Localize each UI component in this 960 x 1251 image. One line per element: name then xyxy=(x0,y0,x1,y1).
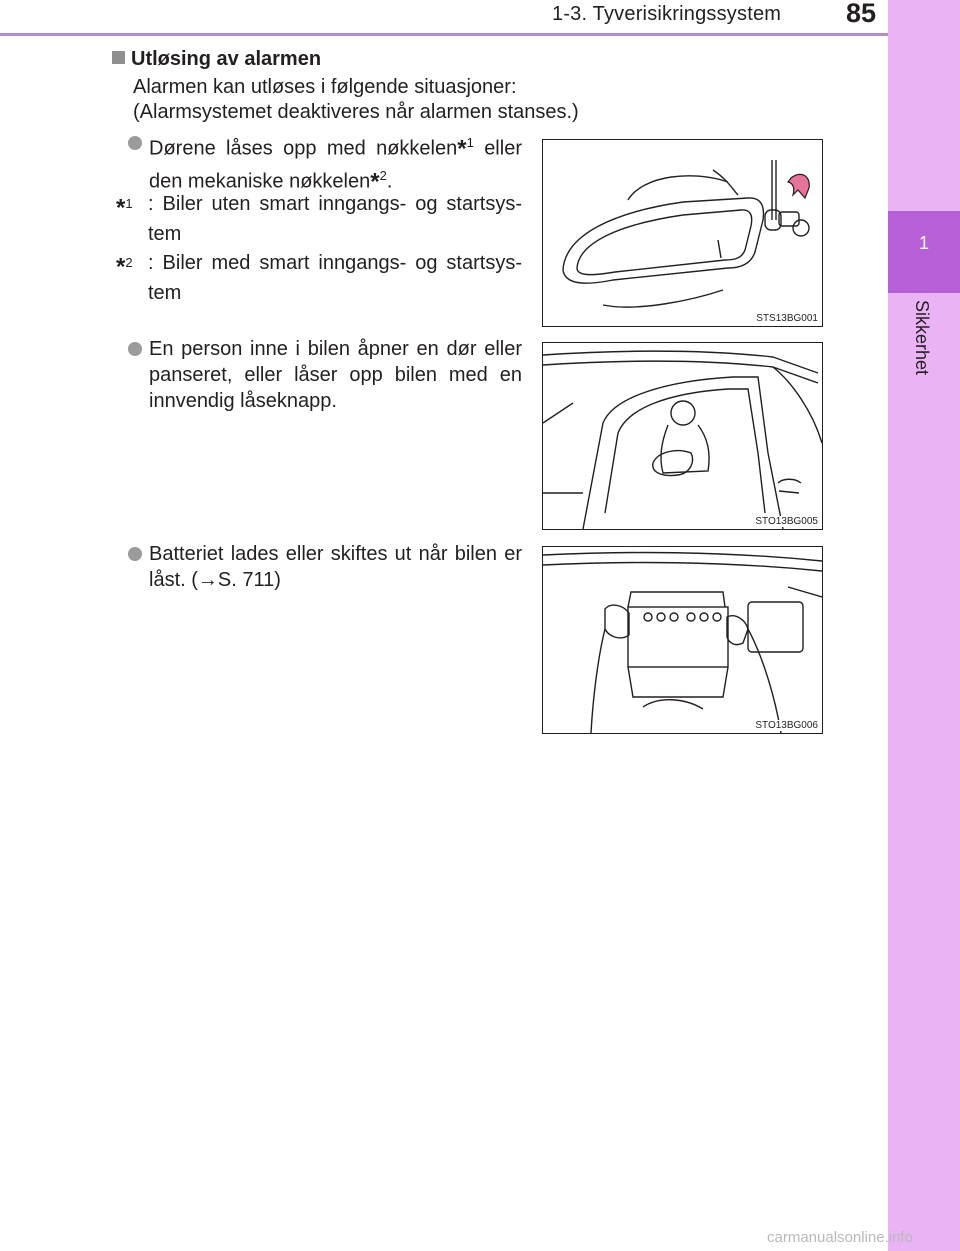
footnote-1-mark xyxy=(116,189,133,225)
section-heading-text: Utløsing av alarmen xyxy=(131,48,322,70)
figure-code: STO13BG005 xyxy=(755,516,818,527)
figure-code: STS13BG001 xyxy=(756,313,818,324)
header-section-title: 1-3. Tyverisikringssystem xyxy=(552,3,782,25)
bullet-battery xyxy=(128,541,522,593)
footnote-star-2: * xyxy=(370,168,380,196)
bullet-dot-icon xyxy=(128,342,142,356)
watermark: carmanualsonline.info xyxy=(767,1229,913,1246)
intro-line-1: Alarmen kan utløses i følgende situasjoner: xyxy=(133,76,517,98)
battery-illustration xyxy=(543,547,822,733)
bullet-battery-text: Batteriet lades eller skiftes ut når bilen er låst. (→S. 711) xyxy=(149,543,522,591)
footnote-1-number: 1 xyxy=(125,196,133,211)
intro-text xyxy=(133,75,579,125)
footnote-2-number: 2 xyxy=(125,255,133,270)
footnote-2-mark xyxy=(116,248,133,284)
page-number: 85 xyxy=(846,0,877,28)
footnote-1-star: * xyxy=(116,194,126,222)
footnote-1 xyxy=(116,189,522,249)
footnote-2-star: * xyxy=(116,253,126,281)
footnote-ref-1: 1 xyxy=(466,135,474,150)
figure-person-in-car xyxy=(542,342,823,530)
bullet-inside-open-text: En person inne i bilen åpner en dør eller panseret, eller låser opp bilen med en innvendig låseknapp. xyxy=(149,338,522,412)
chapter-side-tab xyxy=(888,0,960,1251)
footnote-star-1: * xyxy=(457,135,467,163)
chapter-title: Sikkerhet xyxy=(912,300,932,376)
footnote-2 xyxy=(116,248,522,308)
square-bullet-icon xyxy=(112,51,125,64)
footnote-2-text: : Biler med smart inngangs- og startsys-tem xyxy=(148,252,522,304)
bullet-dot-icon xyxy=(128,136,142,150)
header-rule xyxy=(0,33,888,36)
figure-door-handle-key xyxy=(542,139,823,327)
section-heading xyxy=(112,48,321,71)
chapter-number: 1 xyxy=(918,233,929,253)
bullet1-part2: eller den mekaniske nøkkelen xyxy=(149,137,522,193)
bullet1-part1: Dørene låses opp med nøkkelen xyxy=(149,137,458,160)
footnote-ref-2: 2 xyxy=(379,167,387,183)
door-handle-illustration xyxy=(543,140,822,326)
bullet1-part3: . xyxy=(386,170,393,193)
figure-battery-replacement xyxy=(542,546,823,734)
bullet-key-unlock-text xyxy=(149,130,522,195)
bullet-inside-open xyxy=(128,336,522,414)
car-interior-illustration xyxy=(543,343,822,529)
figure-code: STO13BG006 xyxy=(755,720,818,731)
bullet-dot-icon xyxy=(128,547,142,561)
footnote-1-text: : Biler uten smart inngangs- og startsys-tem xyxy=(148,193,522,245)
bullet-key-unlock xyxy=(128,130,522,195)
intro-line-2: (Alarmsystemet deaktiveres når alarmen stanses.) xyxy=(133,101,579,123)
